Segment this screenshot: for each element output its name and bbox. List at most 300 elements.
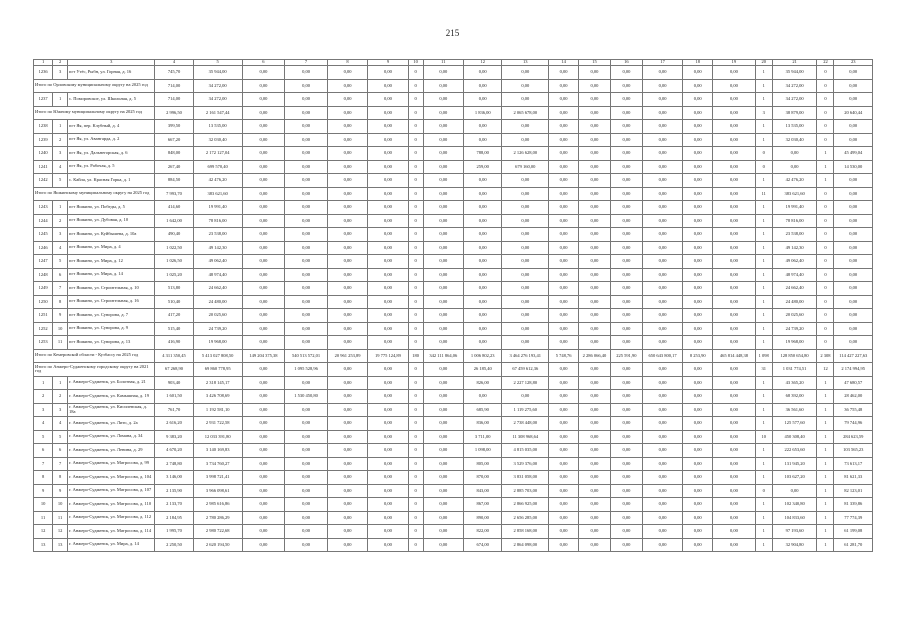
table-cell: 4 [53, 160, 68, 174]
table-cell: 0,00 [610, 417, 642, 431]
table-cell: 0,00 [285, 484, 328, 498]
table-cell: 0,00 [579, 295, 611, 309]
table-cell: 0,00 [285, 268, 328, 282]
table-cell: 0,00 [502, 295, 549, 309]
table-cell: 2 [53, 390, 68, 404]
table-cell: 0,00 [285, 430, 328, 444]
table-cell: 0,00 [683, 430, 713, 444]
table-cell: 0,00 [464, 174, 502, 188]
table-cell: 843,00 [464, 484, 502, 498]
table-cell: 0,00 [683, 322, 713, 336]
table-cell: 0,00 [610, 322, 642, 336]
table-cell: 0,00 [285, 147, 328, 161]
table-cell: 4 670,20 [155, 444, 193, 458]
table-cell: 49 142,30 [193, 241, 242, 255]
table-cell: 0,00 [713, 147, 756, 161]
table-cell: 0,00 [368, 376, 408, 390]
table-cell: 9 [34, 484, 53, 498]
table-cell: 0,00 [368, 457, 408, 471]
table-cell: 0,00 [713, 228, 756, 242]
table-cell: 0,00 [327, 430, 367, 444]
total-row [34, 363, 873, 377]
table-cell: 0,00 [285, 160, 328, 174]
table-cell: 0,00 [327, 228, 367, 242]
table-cell: 9 [53, 484, 68, 498]
table-cell: 8 253,90 [683, 349, 713, 363]
table-cell: 0,00 [834, 120, 873, 134]
table-cell: 0,00 [549, 390, 579, 404]
table-row [34, 295, 873, 309]
table-cell: 28 462,00 [834, 390, 873, 404]
table-cell: 0,00 [549, 295, 579, 309]
table-cell: 0,00 [502, 93, 549, 107]
table-cell: 31 [755, 363, 772, 377]
table-cell: 0,00 [642, 201, 682, 215]
column-number-cell: 23 [834, 60, 873, 66]
table-cell: 24 662,40 [193, 282, 242, 296]
table-cell: 0,00 [368, 525, 408, 539]
table-cell: 0,00 [713, 187, 756, 201]
address-cell: г. Анжеро-Судженск, ул. Матросова, д. 99 [68, 457, 155, 471]
column-number-cell: 15 [579, 60, 611, 66]
table-cell: 0,00 [464, 187, 502, 201]
table-cell: 0,00 [549, 417, 579, 431]
table-cell: 0,00 [579, 106, 611, 120]
table-row [34, 484, 873, 498]
table-cell: 0,00 [713, 403, 756, 417]
table-cell: 0,00 [610, 295, 642, 309]
table-cell: 714,00 [155, 79, 193, 93]
address-cell: пгт Яшкино, ул. Куйбышева, д. 10а [68, 228, 155, 242]
table-cell: 0,00 [834, 295, 873, 309]
table-cell: 267,40 [155, 160, 193, 174]
table-cell: 34 272,00 [772, 79, 817, 93]
table-cell: 0,00 [642, 471, 682, 485]
table-cell: 0,00 [579, 268, 611, 282]
table-row [34, 457, 873, 471]
table-cell: 0,00 [327, 147, 367, 161]
table-cell: 1 192 581,10 [193, 403, 242, 417]
table-cell: 10 [34, 498, 53, 512]
table-cell: 0,00 [327, 498, 367, 512]
table-cell: 23 538,00 [193, 228, 242, 242]
table-cell: 0,00 [642, 93, 682, 107]
table-cell: 0,00 [242, 255, 285, 269]
table-cell: 0,00 [579, 93, 611, 107]
table-row [34, 403, 873, 417]
table-cell: 788,00 [464, 147, 502, 161]
table-cell: 5 [53, 430, 68, 444]
table-cell: 0,00 [368, 268, 408, 282]
table-cell: 10 [755, 430, 772, 444]
table-cell: 0,00 [772, 160, 817, 174]
table-cell: 0,00 [285, 187, 328, 201]
table-cell: 6 [53, 268, 68, 282]
address-cell: г. Анжеро-Судженск, ул. Мира, д. 14 [68, 538, 155, 552]
table-cell: 0,00 [423, 174, 463, 188]
table-cell: 7 993,70 [155, 187, 193, 201]
column-number-cell: 19 [713, 60, 756, 66]
table-cell: 0,00 [683, 106, 713, 120]
table-cell: 0,00 [683, 66, 713, 80]
table-cell: 259,00 [464, 160, 502, 174]
address-cell: пгт Яшкино, ул. Мира, д. 14 [68, 268, 155, 282]
table-cell: 0,00 [579, 133, 611, 147]
table-cell: 0,00 [713, 295, 756, 309]
table-cell: 0,00 [642, 228, 682, 242]
table-cell: 0,00 [502, 282, 549, 296]
table-cell: 0,00 [713, 241, 756, 255]
address-cell: пгт Яя, пер. Клубный, д. 4 [68, 120, 155, 134]
table-cell: 399,50 [155, 120, 193, 134]
table-cell: 10 [53, 498, 68, 512]
table-cell: 1 [755, 457, 772, 471]
table-cell: 3 426 708,69 [193, 390, 242, 404]
table-cell: 0,00 [610, 430, 642, 444]
table-cell: 1 [755, 268, 772, 282]
table-cell: 1 601,50 [155, 390, 193, 404]
table-cell: 20 640,44 [834, 106, 873, 120]
table-cell: 0,00 [423, 417, 463, 431]
column-number-cell: 9 [368, 60, 408, 66]
table-cell: 0,00 [285, 498, 328, 512]
column-number-cell: 13 [502, 60, 549, 66]
table-cell: 1 [755, 201, 772, 215]
table-cell: 540 513 572,01 [285, 349, 328, 363]
table-cell: 805,00 [464, 457, 502, 471]
table-cell: 19 991,40 [193, 201, 242, 215]
table-cell: 0,00 [713, 511, 756, 525]
table-cell: 13 535,00 [193, 120, 242, 134]
table-cell: 0,00 [683, 444, 713, 458]
table-cell: 0,00 [683, 174, 713, 188]
table-cell: 0,00 [242, 133, 285, 147]
table-cell: 0,00 [683, 417, 713, 431]
table-cell: 0,00 [242, 376, 285, 390]
table-cell: 0,00 [242, 295, 285, 309]
table-cell: 0 [408, 201, 423, 215]
table-cell: 1248 [34, 268, 53, 282]
table-cell: 0,00 [423, 363, 463, 377]
address-cell: г. Анжеро-Судженск, ул. Ленина, д. 29 [68, 444, 155, 458]
table-cell: 0,00 [610, 498, 642, 512]
capital-repair-table [33, 59, 873, 552]
table-cell: 0,00 [579, 255, 611, 269]
table-cell: 0,00 [683, 511, 713, 525]
table-cell: 0,00 [285, 106, 328, 120]
table-cell: 1 [755, 538, 772, 552]
table-cell: 0,00 [423, 525, 463, 539]
table-cell: 0 [408, 538, 423, 552]
table-cell: 2 858 168,00 [502, 525, 549, 539]
table-cell: 26 185,40 [464, 363, 502, 377]
table-cell: 0,00 [683, 93, 713, 107]
table-cell: 417,20 [155, 309, 193, 323]
page-number: 215 [445, 28, 460, 38]
table-cell: 19 775 124,89 [368, 349, 408, 363]
table-cell: 0,00 [327, 201, 367, 215]
table-cell: 0,00 [368, 538, 408, 552]
table-cell: 0,00 [549, 187, 579, 201]
table-cell: 2 184,95 [155, 511, 193, 525]
table-cell: 0,00 [242, 120, 285, 134]
table-cell: 0,00 [549, 511, 579, 525]
table-cell: 0,00 [464, 228, 502, 242]
table-row [34, 268, 873, 282]
table-cell: 414,60 [155, 201, 193, 215]
table-cell: 0 [408, 363, 423, 377]
table-cell: 0,00 [285, 471, 328, 485]
table-cell: 0,00 [327, 174, 367, 188]
table-cell: 0,00 [713, 309, 756, 323]
table-cell: 0,00 [713, 498, 756, 512]
table-cell: 2 866 925,00 [502, 498, 549, 512]
table-cell: 0,00 [423, 147, 463, 161]
table-cell: 0,00 [549, 336, 579, 350]
table-cell: 0,00 [549, 268, 579, 282]
table-cell: 685,90 [464, 403, 502, 417]
table-row [34, 444, 873, 458]
table-cell: 0,00 [713, 255, 756, 269]
table-cell: 0,00 [610, 214, 642, 228]
table-cell: 0,00 [285, 133, 328, 147]
table-cell: 0,00 [713, 282, 756, 296]
table-cell: 24 480,00 [772, 295, 817, 309]
table-cell: 1239 [34, 133, 53, 147]
table-cell: 0,00 [642, 66, 682, 80]
table-cell: 0,00 [327, 187, 367, 201]
table-cell: 0 [408, 417, 423, 431]
table-row [34, 417, 873, 431]
table-cell: 0,00 [464, 201, 502, 215]
table-cell: 1 [755, 174, 772, 188]
table-cell: 0,00 [368, 79, 408, 93]
table-cell: 0,00 [327, 376, 367, 390]
table-cell: 34 272,00 [193, 93, 242, 107]
table-cell: 0,00 [368, 214, 408, 228]
table-cell: 1 [755, 336, 772, 350]
table-cell: 0,00 [610, 133, 642, 147]
column-number-cell: 20 [755, 60, 772, 66]
table-cell: 0,00 [502, 133, 549, 147]
table-cell: 0,00 [285, 241, 328, 255]
table-cell: 1237 [34, 93, 53, 107]
table-cell: 0,00 [834, 174, 873, 188]
table-cell: 1 [755, 282, 772, 296]
table-cell: 0,00 [285, 322, 328, 336]
table-cell: 0,00 [502, 201, 549, 215]
table-cell: 3 [755, 106, 772, 120]
table-cell: 0,00 [610, 106, 642, 120]
address-cell: пгт Яшкино, ул. Суворова, д. 9 [68, 322, 155, 336]
table-cell: 2 318 145,17 [193, 376, 242, 390]
table-cell: 2 [34, 390, 53, 404]
table-cell: 1 [53, 120, 68, 134]
table-cell: 0,00 [368, 147, 408, 161]
table-cell: 61 281,70 [834, 538, 873, 552]
table-cell: 0,00 [713, 484, 756, 498]
table-cell: 2 620 194,50 [193, 538, 242, 552]
table-cell: 0,00 [423, 471, 463, 485]
table-cell: 20 025,60 [193, 309, 242, 323]
table-cell: 69 860 778,95 [193, 363, 242, 377]
table-cell: 0 [817, 295, 834, 309]
table-cell: 0,00 [464, 255, 502, 269]
table-cell: 0,00 [834, 187, 873, 201]
table-cell: 0,00 [327, 403, 367, 417]
column-number-cell: 5 [193, 60, 242, 66]
table-cell: 1 [755, 93, 772, 107]
table-cell: 0 [817, 255, 834, 269]
column-number-cell: 3 [68, 60, 155, 66]
table-cell: 0,00 [327, 525, 367, 539]
table-cell: 0 [817, 66, 834, 80]
table-cell: 0 [408, 93, 423, 107]
table-cell: 0,00 [423, 484, 463, 498]
table-cell: 0,00 [502, 241, 549, 255]
table-cell: 1 [817, 417, 834, 431]
table-cell: 0,00 [713, 160, 756, 174]
table-cell: 0,00 [683, 295, 713, 309]
table-cell: 47 680,57 [834, 376, 873, 390]
table-cell: 1 [755, 498, 772, 512]
table-cell: 0,00 [610, 268, 642, 282]
table-cell: 0,00 [327, 241, 367, 255]
table-cell: 0,00 [464, 336, 502, 350]
table-cell: 0,00 [464, 79, 502, 93]
table-cell: 0,00 [834, 214, 873, 228]
table-cell: 0,00 [464, 282, 502, 296]
table-cell: 0,00 [502, 214, 549, 228]
table-cell: 43 365,20 [772, 376, 817, 390]
table-cell: 903,40 [155, 376, 193, 390]
table-cell: 0,00 [610, 444, 642, 458]
table-cell: 0,00 [242, 228, 285, 242]
table-cell: 61 199,08 [834, 525, 873, 539]
address-cell: г. Анжеро-Судженск, ул. Кисилевская, д. 18а [68, 403, 155, 417]
table-cell: 0,00 [423, 457, 463, 471]
table-cell: 1240 [34, 147, 53, 161]
table-cell: 2 308 [817, 349, 834, 363]
table-cell: 0 [817, 120, 834, 134]
table-cell: 0,00 [464, 241, 502, 255]
total-row [34, 79, 873, 93]
table-cell: 2 227 128,80 [502, 376, 549, 390]
table-cell: 1 [817, 525, 834, 539]
table-cell: 0 [817, 79, 834, 93]
table-cell: 0,00 [579, 403, 611, 417]
table-cell: 103 565,23 [834, 444, 873, 458]
table-cell: 1 [755, 228, 772, 242]
table-cell: 2 885 703,00 [502, 484, 549, 498]
table-cell: 0,00 [610, 93, 642, 107]
table-cell: 284 623,59 [834, 430, 873, 444]
table-cell: 0 [817, 201, 834, 215]
table-cell: 0,00 [242, 201, 285, 215]
table-cell: 0,00 [683, 79, 713, 93]
table-cell: 674,00 [464, 538, 502, 552]
address-cell: г. Анжеро-Судженск, ул. Лито, д. 2а [68, 417, 155, 431]
table-cell: 11 [53, 511, 68, 525]
table-cell: 0,00 [423, 403, 463, 417]
table-cell: 0,00 [549, 457, 579, 471]
column-number-cell: 6 [242, 60, 285, 66]
table-cell: 1252 [34, 322, 53, 336]
table-cell: 0,00 [610, 255, 642, 269]
table-cell: 0,00 [423, 444, 463, 458]
table-cell: 1 [817, 430, 834, 444]
table-cell: 667,20 [155, 133, 193, 147]
table-cell: 0,00 [713, 417, 756, 431]
table-cell: 0,00 [423, 538, 463, 552]
table-cell: 0,00 [683, 390, 713, 404]
table-cell: 0 [408, 525, 423, 539]
table-cell: 0,00 [423, 201, 463, 215]
table-cell: 10 [53, 322, 68, 336]
table-cell: 1 [817, 498, 834, 512]
table-cell: 0,00 [834, 66, 873, 80]
table-cell: 0,00 [713, 120, 756, 134]
table-cell: 0,00 [549, 174, 579, 188]
table-cell: 1 [755, 390, 772, 404]
table-cell: 0,00 [610, 390, 642, 404]
table-cell: 0,00 [549, 255, 579, 269]
table-cell: 0,00 [579, 201, 611, 215]
table-cell: 114 427 227,63 [834, 349, 873, 363]
table-cell: 4 [53, 241, 68, 255]
address-cell: г. Анжеро-Судженск, ул. Матросова, д. 114 [68, 525, 155, 539]
table-cell: 0,00 [242, 147, 285, 161]
table-cell: 0,00 [834, 255, 873, 269]
table-cell: 0 [408, 255, 423, 269]
table-cell: 3 [53, 66, 68, 80]
table-cell: 0,00 [502, 228, 549, 242]
table-cell: 0,00 [368, 106, 408, 120]
table-cell: 34 272,00 [772, 93, 817, 107]
table-cell: 0,00 [610, 363, 642, 377]
table-row [34, 201, 873, 215]
table-cell: 0,00 [368, 309, 408, 323]
address-cell: пгт Яя, ул. Авангарда, д. 2 [68, 133, 155, 147]
table-cell: 0,00 [642, 511, 682, 525]
table-cell: 1 [817, 471, 834, 485]
table-row [34, 471, 873, 485]
table-cell: 0 [817, 322, 834, 336]
total-label-cell: Итого по Южному муниципальному округу на 2025 год [34, 106, 155, 120]
table-cell: 0,00 [610, 457, 642, 471]
table-cell: 1 [755, 255, 772, 269]
table-cell: 0,00 [642, 525, 682, 539]
total-row [34, 106, 873, 120]
table-cell: 4 [34, 417, 53, 431]
table-row [34, 133, 873, 147]
table-cell: 0 [408, 444, 423, 458]
table-cell: 0,00 [285, 444, 328, 458]
table-cell: 1 [755, 525, 772, 539]
table-cell: 4 [53, 417, 68, 431]
table-cell: 0,00 [834, 241, 873, 255]
table-cell: 0,00 [242, 363, 285, 377]
table-cell: 0,00 [642, 376, 682, 390]
table-cell: 0,00 [549, 133, 579, 147]
table-cell: 0 [408, 66, 423, 80]
table-cell: 0,00 [549, 376, 579, 390]
table-cell: 0 [408, 133, 423, 147]
table-cell: 0,00 [683, 403, 713, 417]
table-cell: 0,00 [579, 511, 611, 525]
table-cell: 1 [755, 511, 772, 525]
table-cell: 0,00 [610, 336, 642, 350]
